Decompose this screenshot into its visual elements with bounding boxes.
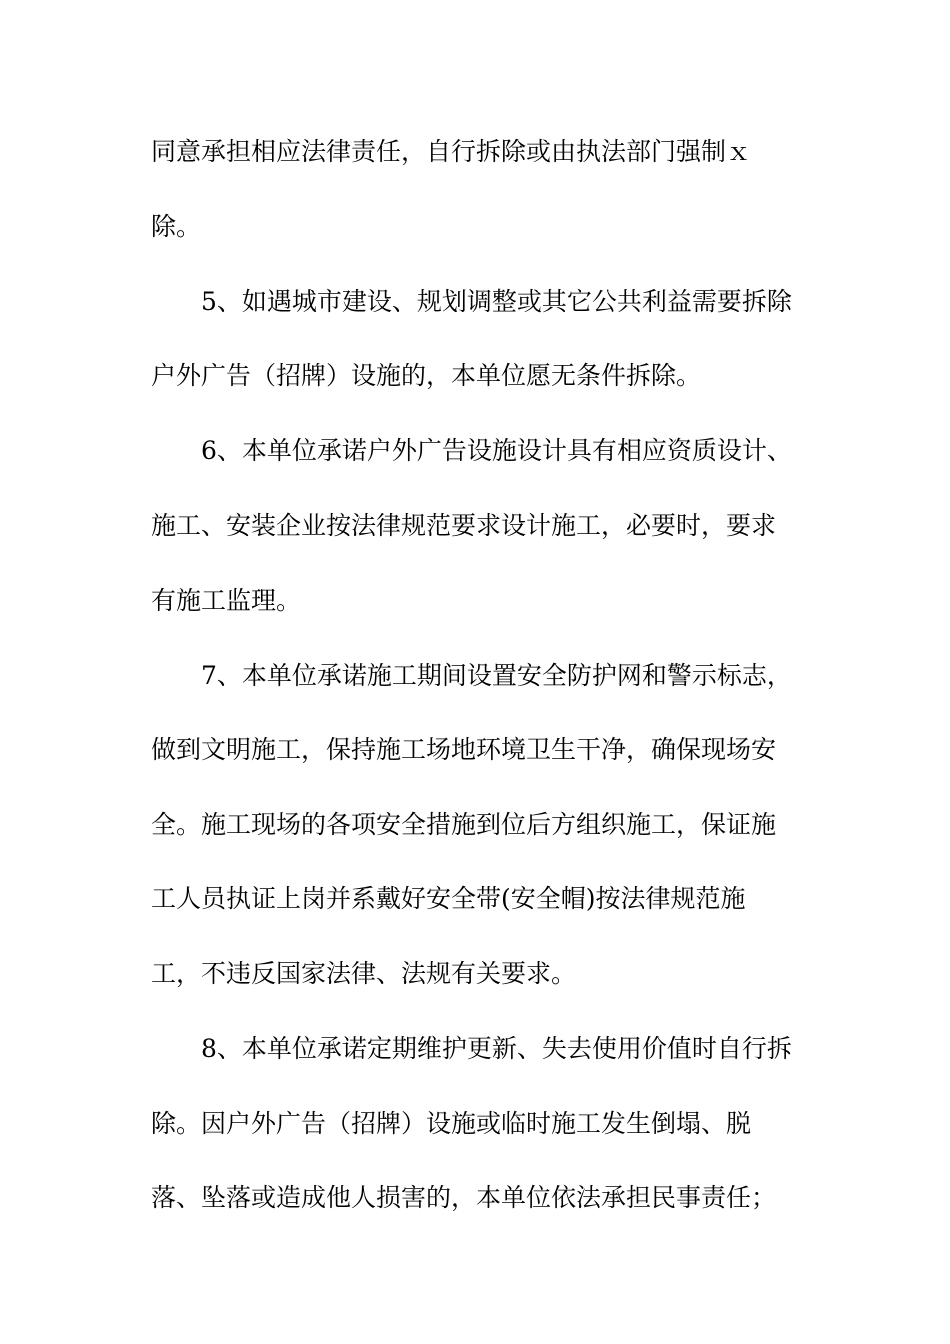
paragraph-start-line: 8、本单位承诺定期维护更新、失去使用价值时自行拆 [201, 1034, 792, 1063]
paragraph-start-line: 5、如遇城市建设、规划调整或其它公共利益需要拆除 [201, 287, 792, 316]
text-line: 除。因户外广告（招牌）设施或临时施工发生倒塌、脱 [151, 1109, 752, 1138]
paragraph-start-line: 7、本单位承诺施工期间设置安全防护网和警示标志， [201, 661, 792, 690]
text-line: 除。 [151, 212, 202, 241]
text-line: 工，不违反国家法律、法规有关要求。 [151, 959, 577, 988]
paragraph-start-line: 6、本单位承诺户外广告设施设计具有相应资质设计、 [201, 436, 792, 465]
text-line: 施工、安装企业按法律规范要求设计施工，必要时，要求 [151, 511, 777, 540]
text-line: 工人员执证上岗并系戴好安全带(安全帽)按法律规范施 [151, 884, 746, 913]
text-line: 同意承担相应法律责任，自行拆除或由执法部门强制ｘ [151, 137, 752, 166]
text-line: 全。施工现场的各项安全措施到位后方组织施工，保证施 [151, 810, 777, 839]
text-line: 有施工监理。 [151, 586, 302, 615]
text-line: 落、坠落或造成他人损害的，本单位依法承担民事责任； [151, 1183, 777, 1212]
text-line: 户外广告（招牌）设施的，本单位愿无条件拆除。 [151, 361, 702, 390]
text-line: 做到文明施工，保持施工场地环境卫生干净，确保现场安 [151, 735, 777, 764]
